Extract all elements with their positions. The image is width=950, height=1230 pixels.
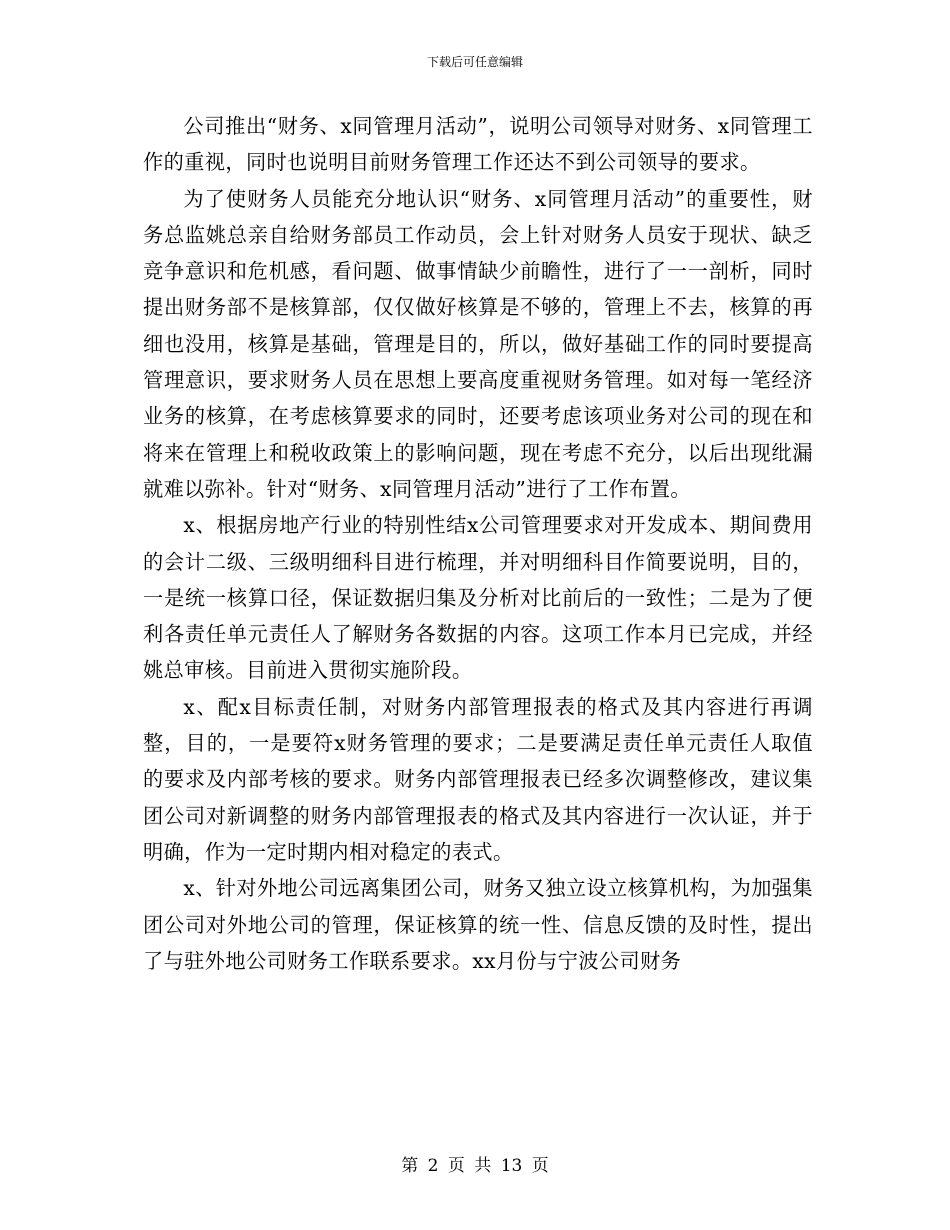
document-body	[143, 108, 813, 979]
paragraph-1: 公司推出“财务、x同管理月活动”，说明公司领导对财务、x同管理工作的重视，同时也说明目前财务管理工作还达不到公司领导的要求。	[143, 114, 813, 175]
paragraph-5: x、针对外地公司远离集团公司，财务又独立设立核算机构，为加强集团公司对外地公司的管理，保证核算的统一性、信息反馈的及时性，提出了与驻外地公司财务工作联系要求。xx月份与宁波公司财务	[143, 876, 813, 973]
page-header-note: 下载后可任意编辑	[426, 55, 523, 69]
page-number-footer: 第 2 页 共 13 页	[401, 1156, 549, 1176]
paragraph-4: x、配x目标责任制，对财务内部管理报表的格式及其内容进行再调整，目的，一是要符x财务管理的要求；二是要满足责任单元责任人取值的要求及内部考核的要求。财务内部管理报表已经多次调整修改，建议集团公司对新调整的财务内部管理报表的格式及其内容进行一次认证，并于明确，作为一定时期内相对稳定的表式。	[143, 694, 813, 864]
paragraph-3: x、根据房地产行业的特别性结x公司管理要求对开发成本、期间费用的会计二级、三级明细科目进行梳理，并对明细科目作简要说明，目的，一是统一核算口径，保证数据归集及分析对比前后的一致性；二是为了便利各责任单元责任人了解财务各数据的内容。这项工作本月已完成，并经姚总审核。目前进入贯彻实施阶段。	[143, 513, 813, 683]
paragraph-2: 为了使财务人员能充分地认识“财务、x同管理月活动”的重要性，财务总监姚总亲自给财务部员工作动员，会上针对财务人员安于现状、缺乏竞争意识和危机感，看问题、做事情缺少前瞻性，进行了一一剖析，同时提出财务部不是核算部，仅仅做好核算是不够的，管理上不去，核算的再细也没用，核算是基础，管理是目的，所以，做好基础工作的同时要提高管理意识，要求财务人员在思想上要高度重视财务管理。如对每一笔经济业务的核算，在考虑核算要求的同时，还要考虑该项业务对公司的现在和将来在管理上和税收政策上的影响问题，现在考虑不充分，以后出现纰漏就难以弥补。针对“财务、x同管理月活动”进行了工作布置。	[143, 186, 813, 501]
